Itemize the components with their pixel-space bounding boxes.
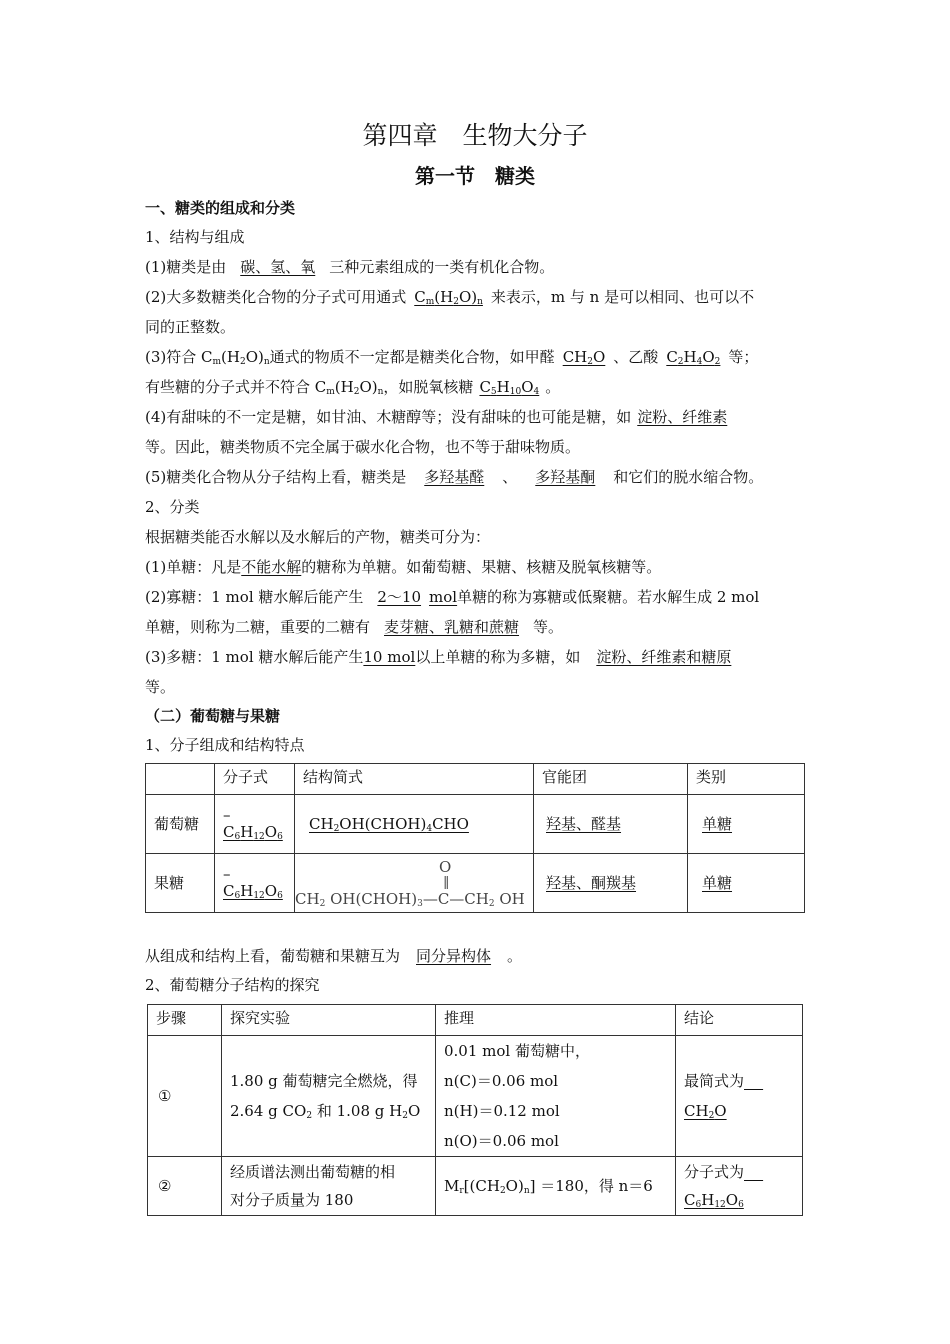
paragraph-2-cont: 同的正整数。 [145, 318, 236, 336]
header-structure: 结构简式 [295, 764, 534, 795]
table2-row-1 [148, 1036, 803, 1157]
header-step: 步骤 [148, 1005, 222, 1036]
paragraph-3: (3)符合 $C_m(H_2O)_n$通式的物质不一定都是糖类化合物，如甲醛 $CH_2O$ 、乙酸 $C_2H_4O_2$ 等； [145, 348, 759, 367]
chapter-title: 第四章 生物大分子 [362, 121, 588, 150]
blank-general-formula: $C_m(H_2O)_n$ [414, 288, 483, 307]
table-row-fructose [146, 854, 805, 913]
paragraph-8: (2)寡糖：1 mol 糖水解后能产生 2～10 mol单糖的称为寡糖或低聚糖。若水解生成 2 mol [145, 588, 760, 606]
blank-isomers: 同分异构体 [416, 947, 492, 965]
cell-glucose-group: 羟基、醛基 [534, 795, 688, 854]
header-reasoning: 推理 [436, 1005, 676, 1036]
header-category: 类别 [688, 764, 805, 795]
cell-experiment-1: 1.80 g 葡萄糖完全燃烧，得 2.64 g $CO_2$ 和 1.08 g $H_2O$ [222, 1036, 436, 1157]
cell-fructose-formula: – $C_6H_{12}O_6$ [215, 854, 295, 913]
subheading-structure: 1、结构与组成 [145, 228, 245, 246]
heading-composition-classification: 一、糖类的组成和分类 [145, 199, 296, 217]
blank-elements: 碳、氢、氧 [240, 258, 316, 276]
blank-polyhydroxy-ketone: 多羟基酮 [535, 468, 596, 486]
header-conclusion: 结论 [676, 1005, 803, 1036]
header-formula: 分子式 [215, 764, 295, 795]
fructose-structural-formula: O ‖ $CH_2$ $OH(CHOH)_3—C—CH_2$ OH [295, 858, 525, 909]
cell-reasoning-2: $M_r[(CH_2O)_n] =180$，得 n＝6 [436, 1157, 676, 1216]
cell-reasoning-1: 0.01 mol 葡萄糖中， n(C)＝0.06 mol n(H)＝0.12 mol n(O)＝0.06 mol [436, 1036, 676, 1157]
cell-experiment-2: 经质谱法测出葡萄糖的相 对分子质量为 180 [222, 1157, 436, 1216]
table-composition-structure [145, 763, 805, 913]
paragraph-9: (3)多糖：1 mol 糖水解后能产生10 mol以上单糖的称为多糖，如 淀粉、纤维素和糖原 [145, 646, 747, 668]
header-functional-group: 官能团 [534, 764, 688, 795]
blank-acetic-acid: $C_2H_4O_2$ [666, 348, 721, 367]
cell-glucose-structure: $CH_2OH(CHOH)_4CHO$ [295, 795, 534, 854]
blank-starch-cellulose: 淀粉、纤维素 [637, 408, 728, 426]
blank-formaldehyde: $CH_2O$ [562, 348, 606, 367]
blank-10-mol: 10 mol [363, 648, 416, 666]
cell-glucose-formula: – $C_6H_{12}O_6$ [215, 795, 295, 854]
paragraph-5: (5)糖类化合物从分子结构上看，糖类是 多羟基醛 、 多羟基酮 和它们的脱水缩合物。 [145, 468, 764, 486]
paragraph-1: (1)糖类是由 碳、氢、氧 三种元素组成的一类有机化合物。 [145, 258, 555, 276]
table-header-row [146, 764, 805, 795]
table-row-glucose [146, 795, 805, 854]
heading-glucose-fructose: （二）葡萄糖与果糖 [145, 707, 281, 725]
paragraph-6: 根据糖类能否水解以及水解后的产物，糖类可分为： [145, 528, 491, 546]
cell-step-1: ① [148, 1036, 222, 1157]
table2-header-row [148, 1005, 803, 1036]
header-experiment: 探究实验 [222, 1005, 436, 1036]
blank-disaccharides: 麦芽糖、乳糖和蔗糖 [384, 618, 520, 636]
subheading-composition-structure: 1、分子组成和结构特点 [145, 736, 305, 754]
cell-conclusion-2: 分子式为 $C_6H_{12}O_6$ [676, 1157, 803, 1216]
section-title: 第一节 糖类 [415, 164, 535, 188]
paragraph-10: 从组成和结构上看，葡萄糖和果糖互为 同分异构体 。 [145, 947, 523, 965]
paragraph-4-cont: 等。因此，糖类物质不完全属于碳水化合物，也不等于甜味物质。 [145, 438, 581, 456]
table-glucose-exploration [147, 1004, 803, 1216]
paragraph-9-cont: 等。 [145, 678, 176, 696]
cell-fructose-category: 单糖 [688, 854, 805, 913]
blank-polyhydroxy-aldehyde: 多羟基醛 [424, 468, 485, 486]
paragraph-7: (1)单糖：凡是不能水解的糖称为单糖。如葡萄糖、果糖、核糖及脱氧核糖等。 [145, 558, 662, 576]
paragraph-2: (2)大多数糖类化合物的分子式可用通式 $C_m(H_2O)_n$ 来表示，m 与 n 是可以相同、也可以不 [145, 288, 755, 307]
paragraph-3-cont: 有些糖的分子式并不符合 $C_m(H_2O)_n$，如脱氧核糖 $C_5H_{10}O_4$ 。 [145, 378, 561, 397]
subheading-classification: 2、分类 [145, 498, 200, 516]
blank-deoxyribose: $C_5H_{10}O_4$ [479, 378, 540, 397]
paragraph-8-cont: 单糖，则称为二糖，重要的二糖有 麦芽糖、乳糖和蔗糖 等。 [145, 618, 564, 636]
blank-2-10: 2～10 [377, 588, 422, 606]
table2-row-2 [148, 1157, 803, 1216]
blank-polysaccharides: 淀粉、纤维素和糖原 [596, 648, 732, 666]
cell-step-2: ② [148, 1157, 222, 1216]
blank-cannot-hydrolyze: 不能水解 [241, 558, 302, 576]
cell-fructose-structure [295, 854, 534, 913]
cell-glucose-category: 单糖 [688, 795, 805, 854]
cell-conclusion-1: 最简式为 $CH_2O$ [676, 1036, 803, 1157]
cell-glucose-name: 葡萄糖 [146, 795, 215, 854]
paragraph-4: (4)有甜味的不一定是糖，如甘油、木糖醇等；没有甜味的也可能是糖，如 淀粉、纤维素 [145, 406, 733, 428]
subheading-glucose-exploration: 2、葡萄糖分子结构的探究 [145, 976, 320, 994]
cell-fructose-group: 羟基、酮羰基 [534, 854, 688, 913]
cell-fructose-name: 果糖 [146, 854, 215, 913]
